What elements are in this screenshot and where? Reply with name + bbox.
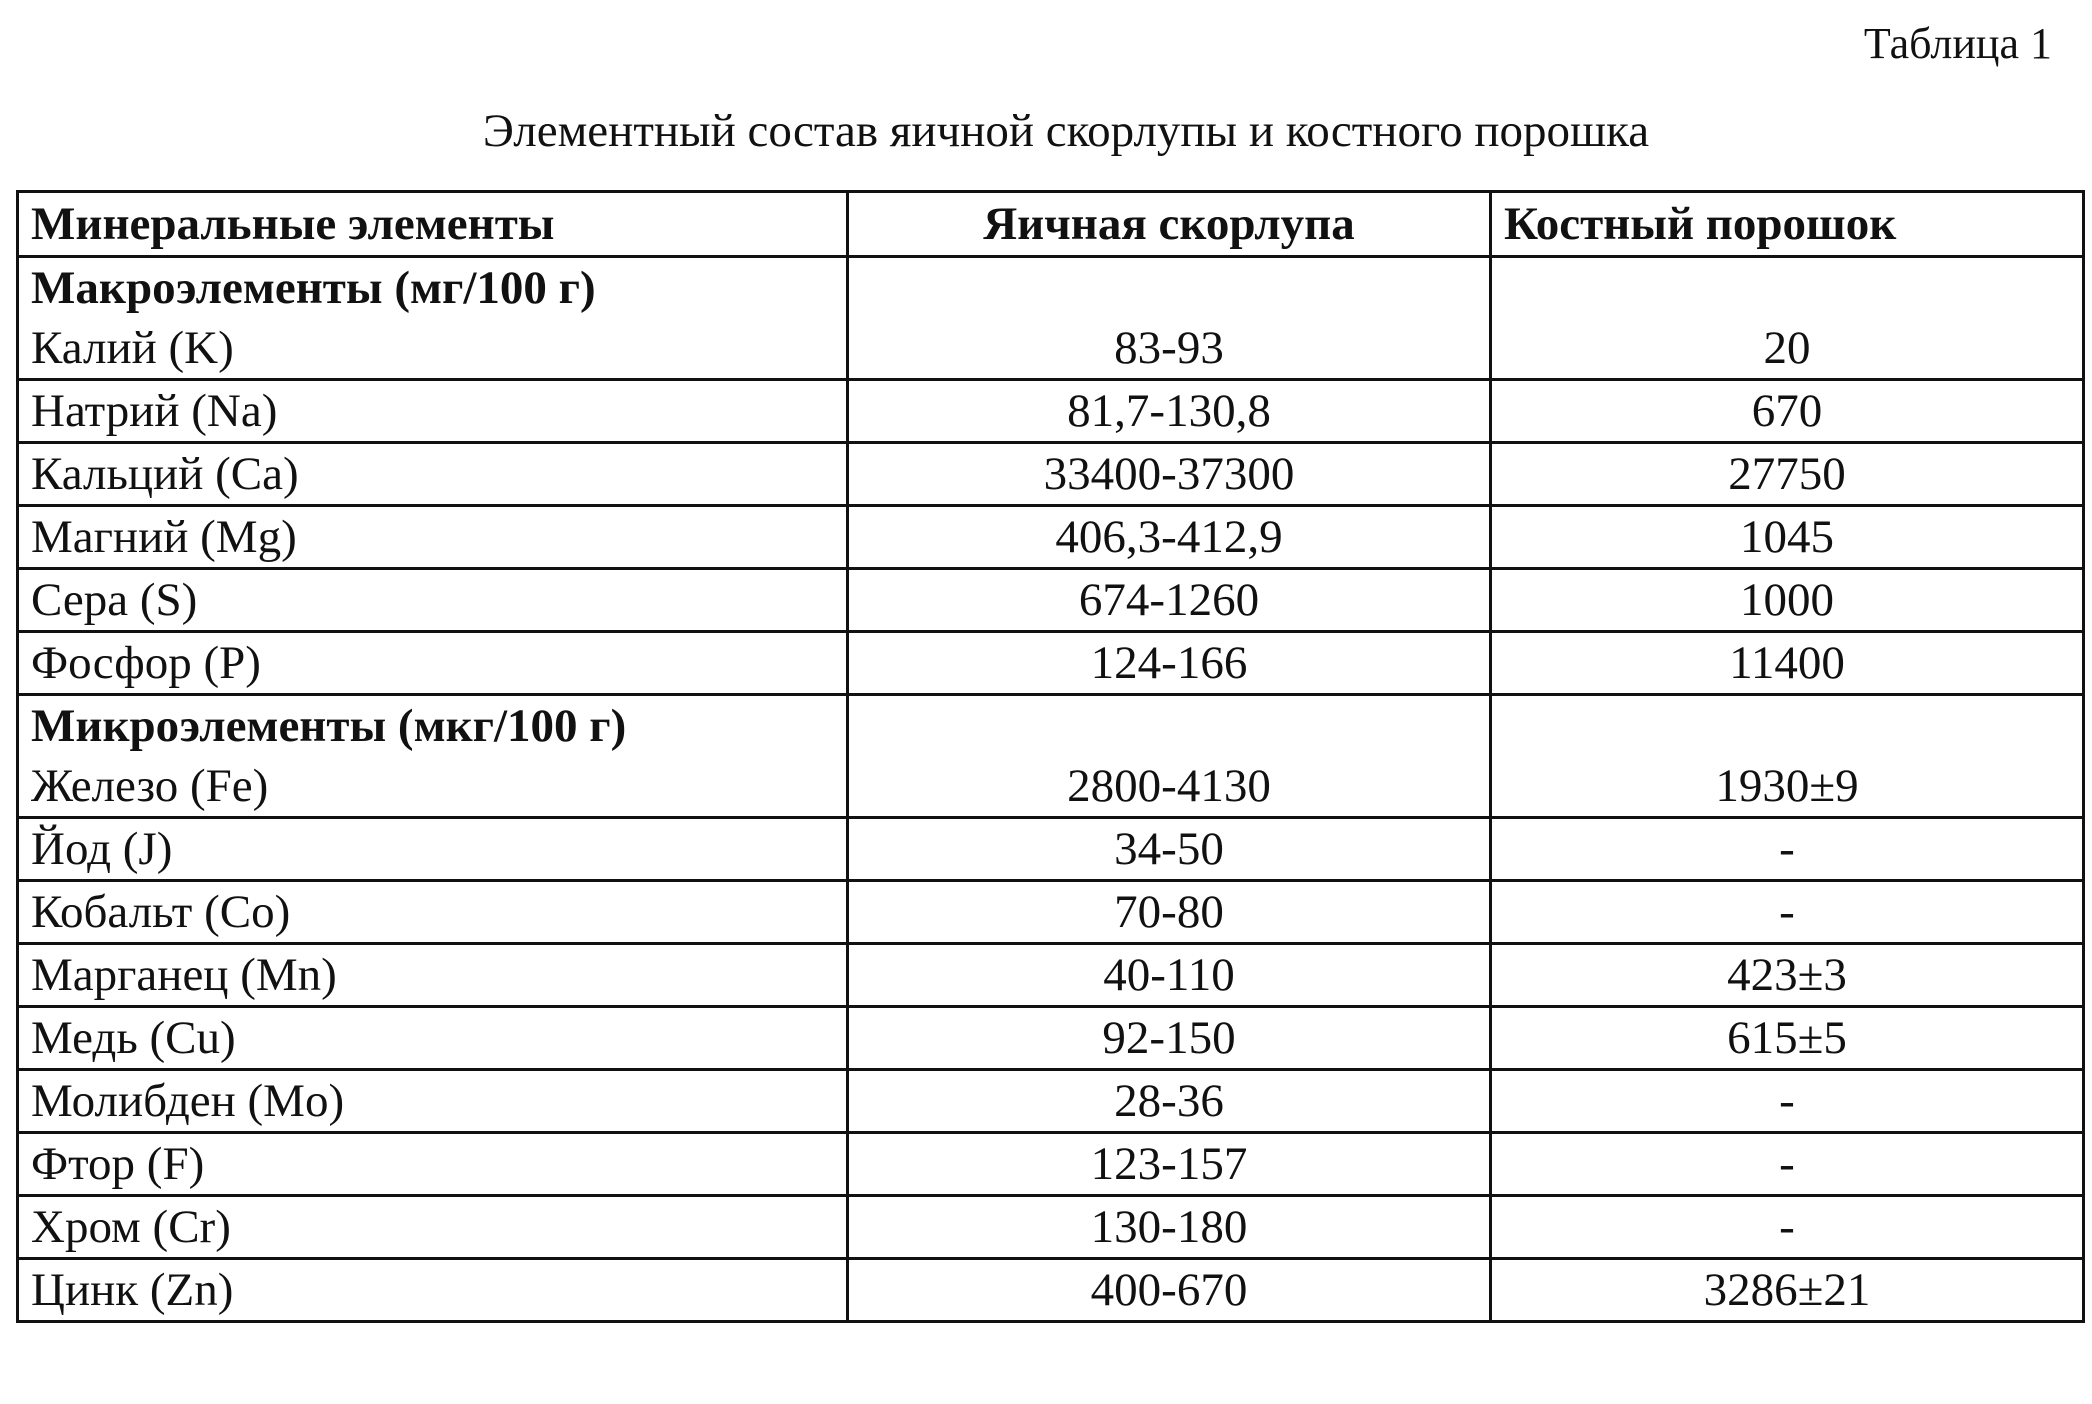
element-name: Фосфор (P) bbox=[18, 632, 848, 695]
element-name: Молибден (Mo) bbox=[18, 1070, 848, 1133]
header-elements: Минеральные элементы bbox=[18, 192, 848, 257]
bone-powder-value: - bbox=[1491, 881, 2084, 944]
eggshell-value: 40-110 bbox=[848, 944, 1491, 1007]
eggshell-value: 83-93 bbox=[848, 257, 1491, 380]
group-label: Макроэлементы (мг/100 г) bbox=[31, 262, 596, 314]
eggshell-value: 674-1260 bbox=[848, 569, 1491, 632]
table-row bbox=[18, 632, 2084, 695]
table-row bbox=[18, 569, 2084, 632]
element-name: Кальций (Ca) bbox=[18, 443, 848, 506]
eggshell-value: 130-180 bbox=[848, 1196, 1491, 1259]
table-row bbox=[18, 380, 2084, 443]
bone-powder-value: - bbox=[1491, 1133, 2084, 1196]
table-row bbox=[18, 1007, 2084, 1070]
table-row bbox=[18, 443, 2084, 506]
element-name: Железо (Fe) bbox=[31, 760, 269, 812]
element-name: Магний (Mg) bbox=[18, 506, 848, 569]
table-row bbox=[18, 257, 2084, 380]
table-caption: Таблица 1 bbox=[1863, 19, 2052, 68]
element-name: Натрий (Na) bbox=[18, 380, 848, 443]
table-row bbox=[18, 1070, 2084, 1133]
bone-powder-value: 670 bbox=[1491, 380, 2084, 443]
bone-powder-value: 1000 bbox=[1491, 569, 2084, 632]
table-row bbox=[18, 506, 2084, 569]
header-bone-powder: Костный порошок bbox=[1491, 192, 2084, 257]
table-row bbox=[18, 881, 2084, 944]
eggshell-value: 33400-37300 bbox=[848, 443, 1491, 506]
eggshell-value: 123-157 bbox=[848, 1133, 1491, 1196]
element-name: Медь (Cu) bbox=[18, 1007, 848, 1070]
table-row bbox=[18, 818, 2084, 881]
eggshell-value: 92-150 bbox=[848, 1007, 1491, 1070]
element-name: Йод (J) bbox=[18, 818, 848, 881]
bone-powder-value: 20 bbox=[1491, 257, 2084, 380]
table-row bbox=[18, 695, 2084, 818]
bone-powder-value: 3286±21 bbox=[1491, 1259, 2084, 1322]
group-label: Микроэлементы (мкг/100 г) bbox=[31, 700, 627, 752]
eggshell-value: 400-670 bbox=[848, 1259, 1491, 1322]
eggshell-value: 81,7-130,8 bbox=[848, 380, 1491, 443]
bone-powder-value: 1930±9 bbox=[1491, 695, 2084, 818]
eggshell-value: 2800-4130 bbox=[848, 695, 1491, 818]
table-row bbox=[18, 1133, 2084, 1196]
bone-powder-value: - bbox=[1491, 1070, 2084, 1133]
table-row bbox=[18, 1196, 2084, 1259]
composition-table bbox=[16, 190, 2085, 1323]
element-name: Фтор (F) bbox=[18, 1133, 848, 1196]
bone-powder-value: - bbox=[1491, 1196, 2084, 1259]
element-name-cell bbox=[18, 695, 848, 818]
table-body bbox=[18, 257, 2084, 1322]
table-header bbox=[18, 192, 2084, 257]
table-row bbox=[18, 944, 2084, 1007]
eggshell-value: 406,3-412,9 bbox=[848, 506, 1491, 569]
element-name: Марганец (Mn) bbox=[18, 944, 848, 1007]
bone-powder-value: 11400 bbox=[1491, 632, 2084, 695]
eggshell-value: 70-80 bbox=[848, 881, 1491, 944]
bone-powder-value: 1045 bbox=[1491, 506, 2084, 569]
element-name: Хром (Cr) bbox=[18, 1196, 848, 1259]
bone-powder-value: 27750 bbox=[1491, 443, 2084, 506]
element-name: Сера (S) bbox=[18, 569, 848, 632]
eggshell-value: 124-166 bbox=[848, 632, 1491, 695]
bone-powder-value: 615±5 bbox=[1491, 1007, 2084, 1070]
eggshell-value: 34-50 bbox=[848, 818, 1491, 881]
bone-powder-value: - bbox=[1491, 818, 2084, 881]
bone-powder-value: 423±3 bbox=[1491, 944, 2084, 1007]
element-name-cell bbox=[18, 257, 848, 380]
table-title: Элементный состав яичной скорлупы и костного порошка bbox=[482, 105, 1650, 157]
eggshell-value: 28-36 bbox=[848, 1070, 1491, 1133]
element-name: Кобальт (Co) bbox=[18, 881, 848, 944]
table-row bbox=[18, 1259, 2084, 1322]
header-eggshell: Яичная скорлупа bbox=[848, 192, 1491, 257]
element-name: Калий (K) bbox=[31, 322, 234, 374]
element-name: Цинк (Zn) bbox=[18, 1259, 848, 1322]
